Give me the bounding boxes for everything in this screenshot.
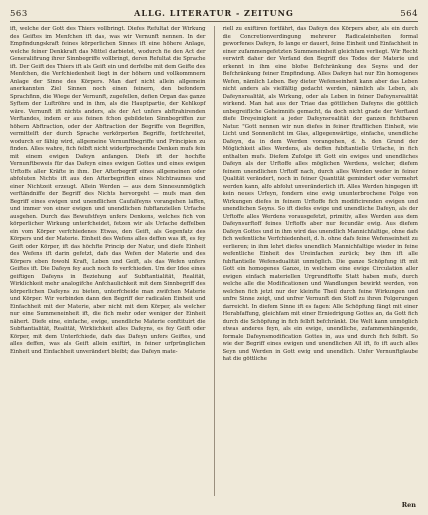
left-column-text: ift, welche der Gott des Thiers vollbringt. Diefes Refultat der Wirkung des Geiftes im Menfchen ift das, was wir Vernunft nennen. In der Empfindungskraft feines körperlichen Sinnes ift eine höhere Anlage, welche feiner Denkkraft das Mittel darbietet, wodurch fie den Act der Generalifirung ihrer Sinnbegriffe vollbringt, deren Refultat die Sprache ift. Der Geift des Thiers ift als Geift ein und derfelbe mit dem Geifte des Menfchen, die Verfchiedenheit liegt in der höhern und vollkommnern Anlage der Sinne des Körpers. Man darf nicht allein allgemein anerkannten Ziel Sinnen noch einen feinern, den befondern Sprachfinn, die Wiege der Vernunft, zugefellen, defien Organ das ganze Syftem der Luftröhre und in ihm, als die Hauptpartie, der Kehlkopf wäre. Vernunft ift nichts anders, als der Act unfers abftrahirenden Verftandes, indem er aus feinen fchon gebildeten Sinnbegriffen zur höhern Abftraction, oder der Abftraction der Begriffe von Begriffen, vermittelft der durch Sprache verkörperten Begriffe, fortfchreitet, wodurch er fähig wird, allgemeine Vernunftbegriffe und Principien zu finden. Alles wahre, fich felbft nicht widerfprechende Denken mufs fein mit einem ewigen Dafeyn anfangen. Diefs ift der hochfte Vernunftbeweis für das Dafeyn eines ewigen Gottes und eines ewigen Urftoffs aller Kräfte in ihm. Der Afterbegriff eines allgemeinen oder abfoluten Nichts ift aus den Afterbegriffen eines Nichtraumes und einer Nichtzeit erzeugt. Allein Werden — aus dem Sinnesunmöglich verftändniffe der Begriff des Nichts hervorgeht — mufs man den Begriff eines ewigen und unendlichen Caufalfeyns vorangehen laffen, und immer von einer ewigen und unendlichen fubftanziellen Urfache ausgehen. Durch das Bewufstfeyn unfers Denkens, welches fich von körperlicher Wirkung unterfcheidet, fetzen wir als Urfache deffelben ein vom Körper verfchiedenes Etwas, den Geift, als Gegenfatz des Körpers und der Materie. Einheit des Wefens alles deffen was ift, es fey Geift oder Körper, ift das höchfte Princip der Natur, und diefe Einheit des Wefens ift darin gefetzt, dafs das Wefen der Materie und des Körpers eben fowohl Kraft, Leben und Geift, als das Wefen unfers Geiftes ift. Die Dafeyn fey auch noch fo verfchieden. Um der Idee eines geiftigen Dafeyns in Beziehung auf Subftantialität, Realität, Wirklichkeit mehr analogifche Anfchaulichkeit mit dem Sinnbegriff des körperlichen Dafeyns zu bieten, unterfcheide man zwifchen Materie und Körper. Wir verbinden dann den Begriff der radicalen Einheit und Einfachheit mit der Materie, aber nicht mit dem Körper, als welcher nur eine Summeneinheit ift, die fich mehr oder weniger der Einheit nähert. Diefe eine, einfache, ewige, unendliche Materie conftituirt die Subftantialität, Realität, Wirklichkeit alles Dafeyns, es fey Geift oder Körper, mit dem Unterfchiede, dafs das Dafeyn unfers Geiftes, und alles deffen, was als Geift allein exiftirt, in feiner urfprünglichen Einheit und Einfachheit unverändert bleibt; das Dafeyn mate- [10,26,206,355]
page-number-right: 564 [400,9,418,19]
right-column-text: riell zu exiftiren fortfährt, das Dafeyn des Körpers aber, als ein durch die Concretionverdingung mehrerer Radicaleinheiten formal geworfenes Dafeyn, fo lange er dauert, feine Einheit und Einfachheit in einer zufammengefetzten Summeneinheit gleichfam verliegt. Wir Recht verwirft daher der Verfand den Begriff des Todes der Materie und erkennt in ihm eine blofse Befchränkung des Seyns und der Befchränkung feiner Empfindung. Alles Dafeyn hat nur Ein homogenes Wefen, nämlich Leben. Bey dieter Wefenseinheit kann aber das Leben nicht anders als vielfältig gedacht werden, nämlich als Leben, als Dafeynsrealität, als Wirkung, oder als Leben in feiner Dafeynsrealität wirkend. Man hat aus der Triae das göttlichen Dafeyns die göttlich unbegreifliche Geheimnifs gemacht, da doch nicht grade der Verftand diefe Dreyeinigkeit a jeder Dafeynsrealität der ganzen fichtbaren Natur. "Gott nennen wir nun diefes in feiner ftrafflichen Einheit, wie Licht und Sonnenlicht im Glas, allgegenwärtige, einfache, unendliche Dafeyn, da in dem Werden vorangehen, d. h. den Grund der Möglichkeit alles Werdens, als deffen fubftantielle Urfache, in fich enthalten mufs. Diefem Zufolge ift Gott ein ewiges und unendliches Dafeyn als der Urftoffe alles möglichen Werdens, welcher, diefem feinem unendlichen Urftoff nach, durch alles Werden weder in feiner Qualität verändert, noch in feiner Quantität gemindert oder vermehrt werden kann, alfo abfolut unveränderlich ift. Alles Werden hingegen ift kein neues Urfeyn, fondern eine ewig ununterbrochene Folge von Wirkungen diefes in feinem Urftoffe fich modificirenden ewigen und unendlichen Seyns. So ift diefes ewige und unendliche Dafeyn, als der Urftoffe alles Werdens vorausgefetzt, primitiv, alles Werden aus dem Dafeynsurftoff feines Urftoffs aber nur fecundär ewig. Aus diefem Dafeyn Gottes und in ihm wird das unendlich Mannichfaltige, ohne dafs fich wefentliche Verfchiedenheit, d. h. ohne dafs feine Wefenseinheit zu verlieren; in ihm lehrt diefes unendlich Mannichfaltige wieder in feine wefentliche Einheit des Ureinfachen zurück; bey ihm ift alle fubftantielle Wefensdualität unmöglich. Die ganze Schöpfung ift mit Gott ein homogenes Ganze, in welchem eine ewige Circulation aller ewigen einfach materiellen Urgrundftoffe Statt haben mufs, durch welche alle die Modificationen und Wandlungen bewirkt werden, von welchen fich jetzt nur der kleinfte Theil durch feine Wirkungen und unfre Sinne zeigt, und unfrer Vernunft den Stoff zu ihren Folgerungen darreicht. In diefem Sinne ift es fagen: Alle Schöpfung fängt mit einer Herabfaffung, gleichfam mit einer Erniedrigung Gottes an, da Gott fich durch die Schöpfung in fich felbft befchränkt. Die Welt kann unmöglich etwas anderes feyn, als ein ewige, unendliche, zufammenhängende, formale Dafeynsmodification Gottes in, aus und durch fich felbft. So wie der Begriff eines ewigen und unendlichen All ift, fo ift auch alles Seyn und Werden in Gott ewig und unendlich. Unfer Vernunftglaube hat die göttliche [222,26,418,362]
column-divider [214,26,215,496]
journal-title: ALLG. LITERATUR - ZEITUNG [134,8,294,18]
page-header [10,8,418,22]
text-columns [10,26,418,496]
catchword: Ren [401,501,416,509]
page-number-left: 563 [10,9,28,19]
